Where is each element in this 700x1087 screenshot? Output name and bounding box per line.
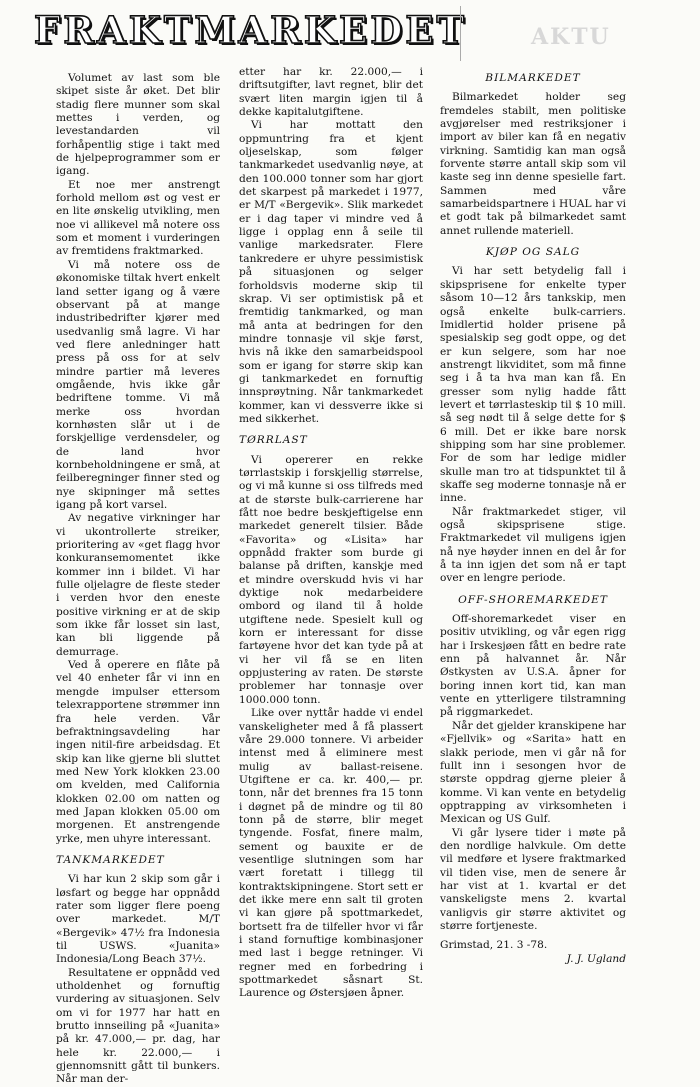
paragraph: Volumet av last som ble skipet siste år øket. Det blir stadig flere munner som skal mettes i verden, og levestandarden vil forhåpentlig stige i takt med de hjelpeprogrammer som er igang. [56, 72, 220, 178]
adjacent-page-strip [460, 6, 693, 61]
paragraph: Når fraktmarkedet stiger, vil også skipsprisene stige. Fraktmarkedet vil muligens igjen nå nye høyder innen en del år for å ta inn igjen det som nå er tapt over en lengre periode. [440, 505, 626, 585]
paragraph: Vi har sett betydelig fall i skipsprisene for enkelte typer såsom 10—12 års tankskip, men også enkelte bulk-carriers. Imidlertid holder prisene på spesialskip seg godt oppe, og det er kun selgere, som har noe anstrengt likviditet, som må finne seg i å ta hva man kan få. En gresser som nylig hadde fått levert et tørrlasteskip til $ 10 mill. så seg nødt til å selge dette for $ 6 mill. Det er ikke bare norsk shipping som har sine problemer. For de som har ledige midler skulle man tro at tidspunktet til å skaffe seg moderne tonnasje nå er inne. [440, 265, 626, 505]
paragraph: Off-shoremarkedet viser en positiv utvikling, og vår egen rigg har i Irskesjøen fått en bedre rate enn på halvannet år. Når Østkysten av U.S.A. åpner for boring innen kort tid, kan man vente en ytterligere tilstramning på riggmarkedet. [440, 613, 626, 719]
paragraph: Når det gjelder kranskipene har «Fjellvik» og «Sarita» hatt en slakk periode, men vi går nå for fullt inn i sesongen hvor de største oppdrag gjerne pleier å komme. Vi kan vente en betydelig opptrapping av virksomheten i Mexican og US Gulf. [440, 719, 626, 826]
section-heading-kjop-og-salg: KJØP OG SALG [485, 246, 581, 259]
paragraph: Vi går lysere tider i møte på den nordlige halvkule. Om dette vil medføre et lysere fraktmarked vil tiden vise, men de senere år har vist at 1. kvartal er det vanskeligste mens 2. kvartal vanligvis gir større aktivitet og større fortjeneste. [440, 826, 626, 932]
paragraph: Like over nyttår hadde vi endel vanskeligheter med å få plassert våre 29.000 tonnere. Vi arbeider intenst med å eliminere mest mulig av ballast-reisene. Utgiftene er ca. kr. 400,— pr. tonn, når det brennes fra 15 tonn i døgnet på de mindre og til 80 tonn på de større, blir meget tyngende. Fosfat, finere malm, sement og bauxite er de vesentlige slutningen som har vært foretatt i tillegg til kontraktskipningene. Stort sett er det ikke mere enn salt til groten vi kan gjøre på spottmarkedet, bortsett fra de tilfeller hvor vi får i stand fornuftige kombinasjoner med last i begge retninger. Vi regner med en forbedring i spottmarkedet såsnart St. Laurence og Østersjøen åpner. [239, 707, 423, 1000]
paragraph: Bilmarkedet holder seg fremdeles stabilt, men politiske avgjørelser med restriksjoner i import av biler kan få en negativ virkning. Samtidig kan man også forvente større antall skip som vil kaste seg inn denne spesielle fart. Sammen med våre samarbeidspartnere i HUAL har vi et godt tak på bilmarkedet samt annet rullende materiell. [440, 91, 626, 237]
section-heading-bilmarkedet: BILMARKEDET [485, 72, 581, 84]
section-heading-torrlast: TØRRLAST [239, 434, 308, 447]
column-1 [56, 72, 220, 1087]
paragraph: Resultatene er oppnådd ved utholdenhet og fornuftig vurdering av situasjonen. Selv om vi for 1977 har hatt en brutto innseiling på «Juanita» på kr. 47.000,— pr. dag, har hele kr. 22.000,— i gjennomsnitt gått til bunkers. Når man der- [56, 966, 220, 1086]
paragraph: Et noe mer anstrengt forhold mellom øst og vest er en lite ønskelig utvikling, men noe vi allikevel må notere oss som et moment i vurderingen av fremtidens fraktmarked. [56, 178, 220, 258]
paragraph: Vi må notere oss de økonomiske tiltak hvert enkelt land setter igang og å være observant på at mange industribedrifter kjører med usedvanlig små lagre. Vi har ved flere anledninger hatt press på oss for at selv mindre partier må leveres omgående, hvis ikke går bedriftene tomme. Vi må merke oss hvordan kornhøsten slår ut i de forskjellige verdensdeler, og de land hvor kornbeholdningene er små, at feilberegninger finner sted og nye skipninger må settes igang på kort varsel. [56, 258, 220, 511]
column-2 [239, 66, 423, 1001]
place-date: Grimstad, 21. 3 -78. [440, 939, 548, 952]
paragraph: Vi har mottatt den oppmuntring fra et kjent oljeselskap, som følger tankmarkedet usedvanlig nøye, at den 100.000 tonner som har gjort det skarpest på markedet i 1977, er M/T «Bergevik». Slik markedet er i dag taper vi mindre ved å ligge i opplag enn å seile til vanlige markedsrater. Flere tankredere er uhyre pessimistisk på situasjonen og selger forholdsvis moderne skip til skrap. Vi ser optimistisk på et fremtidig tankmarked, og man må anta at bedringen for den mindre tonnasje vil skje først, hvis nå ikke den samarbeidspool som er igang for større skip kan gi tankmarkedet en fornuftig innsprøytning. Når tankmarkedet kommer, kan vi dessverre ikke si med sikkerhet. [239, 119, 423, 425]
show-through-text: AKTU [531, 24, 611, 50]
paragraph: Av negative virkninger har vi ukontrollerte streiker, prioritering av «get flagg hvor konkuransemomentet ikke kommer inn i bildet. Vi har fulle oljelagre de fleste steder i verden hvor den eneste positive virkning er at de skip som ikke får losset sin last, kan bli liggende på demurrage. [56, 512, 220, 658]
paragraph: etter har kr. 22.000,— i driftsutgifter, lavt regnet, blir det svært liten margin igjen til å dekke kapitalutgiftene. [239, 66, 423, 119]
page-title: FRAKTMARKEDET [34, 8, 468, 52]
signature-block [440, 939, 626, 966]
paragraph: Vi opererer en rekke tørrlastskip i forskjellig størrelse, og vi må kunne si oss tilfreds med at de største bulk-carrierene har fått noe bedre beskjeftigelse enn markedet generelt tilsier. Både «Favorita» og «Lisita» har oppnådd frakter som burde gi balanse på driften, kanskje med et mindre overskudd hvis vi har dyktige nok medarbeidere ombord og iland til å holde utgiftene nede. Spesielt kull og korn er interessant for disse fartøyene hvor det kan tyde på at vi her vil få se en liten oppjustering av raten. De største problemer har tonnasje over 1000.000 tonn. [239, 453, 423, 706]
column-3 [440, 72, 626, 966]
section-heading-tankmarkedet: TANKMARKEDET [56, 853, 165, 866]
author-name: J. J. Ugland [566, 952, 626, 965]
section-heading-offshoremarkedet: OFF-SHOREMARKEDET [458, 593, 608, 606]
paragraph: Vi har kun 2 skip som går i løsfart og begge har oppnådd rater som ligger flere poeng over markedet. M/T «Bergevik» 47½ fra Indonesia til USWS. «Juanita» Indonesia/Long Beach 37½. [56, 873, 220, 966]
paragraph: Ved å operere en flåte på vel 40 enheter får vi inn en mengde impulser ettersom telexrapportene strømmer inn fra hele verden. Vår befraktningsavdeling har ingen nitil-fire arbeidsdag. Et skip kan like gjerne bli sluttet med New York klokken 23.00 om kvelden, med California klokken 02.00 om natten og med Japan klokken 05.00 om morgenen. Et anstrengende yrke, men uhyre interessant. [56, 659, 220, 845]
